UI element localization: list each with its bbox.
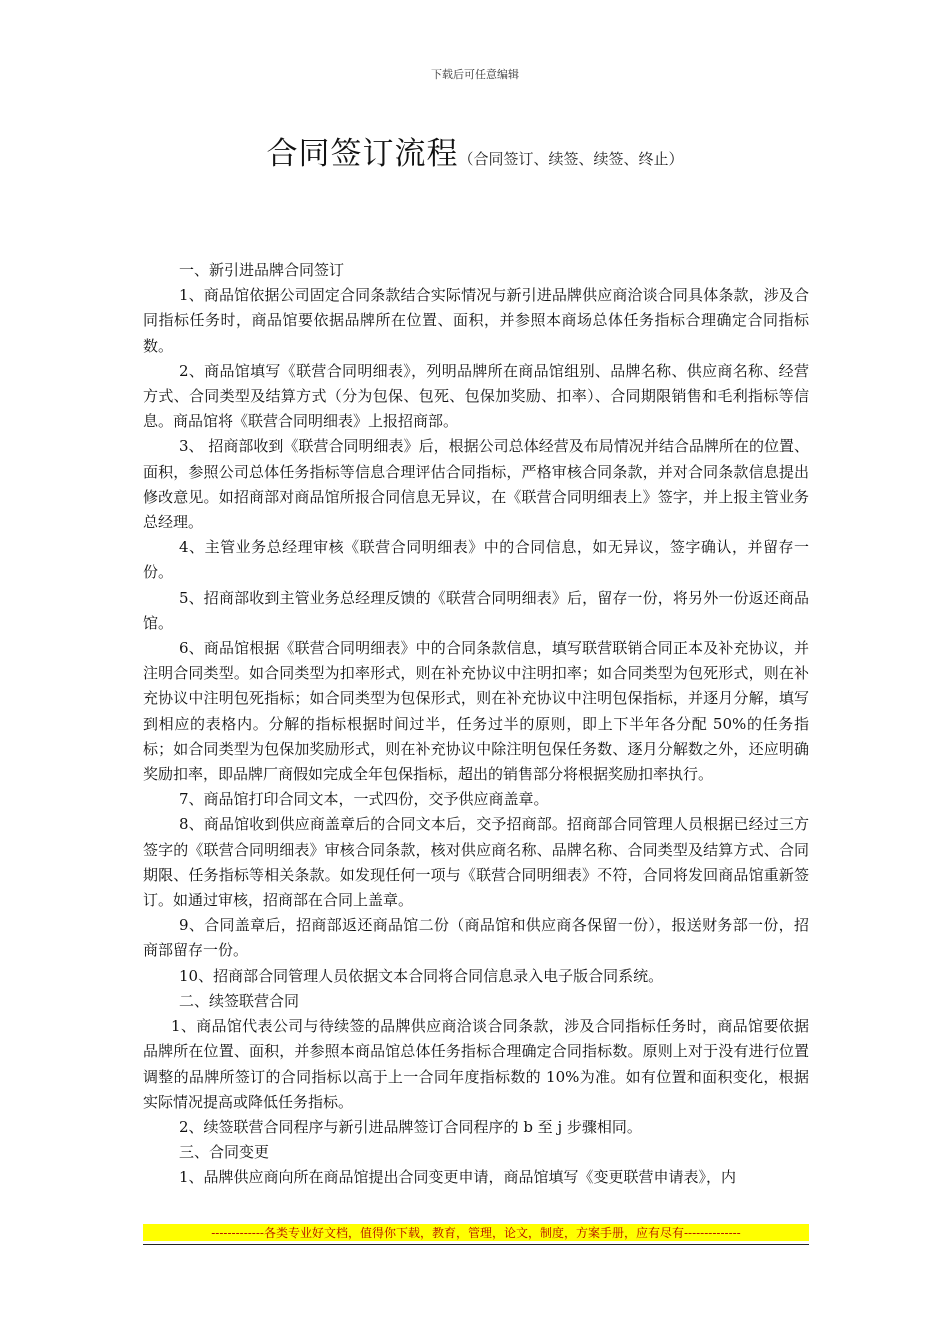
header-note: 下载后可任意编辑 (431, 68, 519, 81)
paragraph: 10、招商部合同管理人员依据文本合同将合同信息录入电子版合同系统。 (179, 966, 664, 985)
section-heading: 一、新引进品牌合同签订 (179, 261, 345, 279)
paragraph: 1、商品馆依据公司固定合同条款结合实际情况与新引进品牌供应商洽谈合同具体条款，涉及合同指标任务时，商品馆要依据品牌所在位置、面积，并参照本商场总体任务指标合理确定合同指标数。 (143, 286, 809, 355)
section-heading: 三、合同变更 (179, 1143, 270, 1162)
footer-banner: -------------各类专业好文档，值得你下载，教育，管理，论文，制度，方案手册，应有尽有-------------- (143, 1224, 809, 1241)
paragraph: 4、主管业务总经理审核《联营合同明细表》中的合同信息，如无异议，签字确认，并留存一份。 (143, 538, 809, 582)
document-body (143, 258, 809, 1191)
document-title (0, 128, 950, 173)
paragraph: 6、商品馆根据《联营合同明细表》中的合同条款信息，填写联营联销合同正本及补充协议，并注明合同类型。如合同类型为扣率形式，则在补充协议中注明扣率；如合同类型为包死形式，则在补充协议中注明包死指标；如合同类型为包保形式，则在补充协议中注明包保指标，并逐月分解，填写到相应的表格内。分解的指标根据时间过半，任务过半的原则，即上下半年各分配 50%的任务指标；如合同类型为包保加奖励形式，则在补充协议中除注明包保任务数、逐月分解数之外，还应明确奖励扣率，即品牌厂商假如完成全年包保指标，超出的销售部分将根据奖励扣率执行。 (143, 639, 809, 784)
paragraph: 1、品牌供应商向所在商品馆提出合同变更申请，商品馆填写《变更联营申请表》，内 (179, 1168, 737, 1187)
paragraph: 2、商品馆填写《联营合同明细表》，列明品牌所在商品馆组别、品牌名称、供应商名称、经营方式、合同类型及结算方式（分为包保、包死、包保加奖励、扣率）、合同期限销售和毛利指标等信息。商品馆将《联营合同明细表》上报招商部。 (143, 361, 809, 431)
paragraph: 7、商品馆打印合同文本，一式四份，交予供应商盖章。 (179, 790, 549, 809)
section-heading: 二、续签联营合同 (179, 991, 300, 1010)
paragraph: 9、合同盖章后，招商部返还商品馆二份（商品馆和供应商各保留一份），报送财务部一份，招商部留存一份。 (143, 916, 809, 960)
paragraph: 2、续签联营合同程序与新引进品牌签订合同程序的 b 至 j 步骤相同。 (179, 1117, 642, 1136)
paragraph: 1、商品馆代表公司与待续签的品牌供应商洽谈合同条款，涉及合同指标任务时，商品馆要依据品牌所在位置、面积，并参照本商品馆总体任务指标合理确定合同指标数。原则上对于没有进行位置调整的品牌所签订的合同指标以高于上一合同年度指标数的 10%为准。如有位置和面积变化，根据实际情况提高或降低任务指标。 (143, 1017, 809, 1111)
footer-divider (143, 1244, 809, 1245)
paragraph: 5、招商部收到主管业务总经理反馈的《联营合同明细表》后，留存一份，将另外一份返还商品馆。 (143, 588, 809, 632)
title-subtitle: （合同签订、续签、续签、终止） (458, 150, 684, 168)
paragraph: 3、 招商部收到《联营合同明细表》后，根据公司总体经营及布局情况并结合品牌所在的位置、面积，参照公司总体任务指标等信息合理评估合同指标，严格审核合同条款，并对合同条款信息提出修改意见。如招商部对商品馆所报合同信息无异议，在《联营合同明细表上》签字，并上报主管业务总经理。 (143, 437, 809, 532)
title-main: 合同签订流程 (266, 136, 459, 172)
paragraph: 8、商品馆收到供应商盖章后的合同文本后，交予招商部。招商部合同管理人员根据已经过三方签字的《联营合同明细表》审核合同条款，核对供应商名称、品牌名称、合同类型及结算方式、合同期限、任务指标等相关条款。如发现任何一项与《联营合同明细表》不符，合同将发回商品馆重新签订。如通过审核，招商部在合同上盖章。 (143, 815, 809, 910)
